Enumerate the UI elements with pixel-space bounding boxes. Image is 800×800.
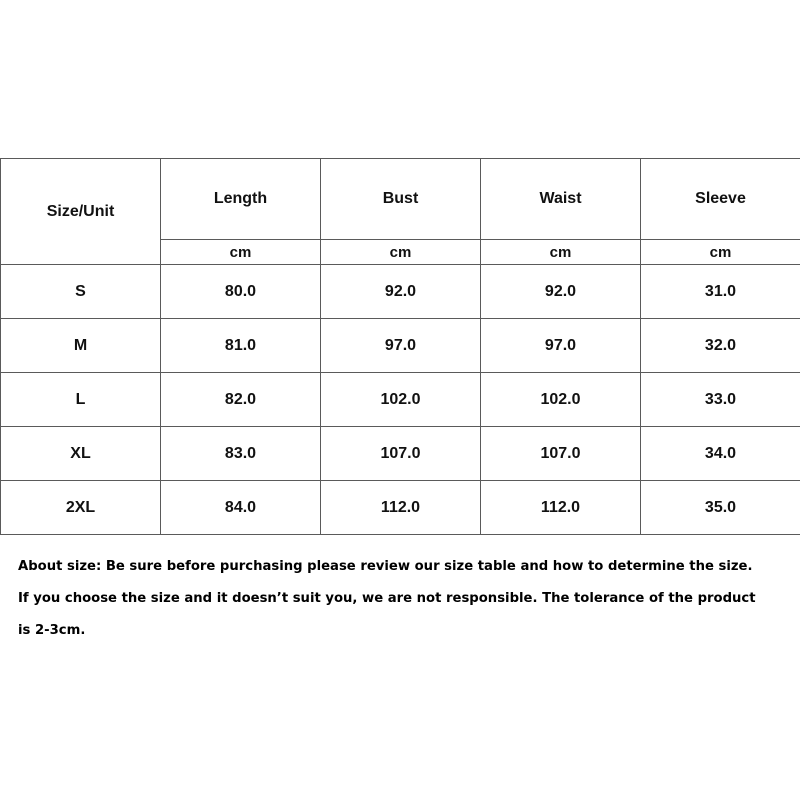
size-label: S xyxy=(1,265,161,319)
note-line: is 2-3cm. xyxy=(18,623,86,638)
column-header-length: Length xyxy=(161,159,321,240)
waist-value: 107.0 xyxy=(481,427,641,481)
waist-value: 97.0 xyxy=(481,319,641,373)
size-label: M xyxy=(1,319,161,373)
waist-value: 112.0 xyxy=(481,481,641,535)
sleeve-value: 35.0 xyxy=(641,481,800,535)
sleeve-value: 31.0 xyxy=(641,265,800,319)
bust-value: 97.0 xyxy=(321,319,481,373)
bust-value: 107.0 xyxy=(321,427,481,481)
waist-value: 92.0 xyxy=(481,265,641,319)
length-value: 84.0 xyxy=(161,481,321,535)
note-line: About size: Be sure before purchasing please review our size table and how to determine the size. xyxy=(18,559,753,574)
bust-value: 92.0 xyxy=(321,265,481,319)
bust-value: 102.0 xyxy=(321,373,481,427)
length-value: 81.0 xyxy=(161,319,321,373)
sleeve-value: 32.0 xyxy=(641,319,800,373)
size-chart-table xyxy=(0,158,800,535)
table-header-row xyxy=(1,159,800,240)
table-row xyxy=(1,319,800,373)
length-value: 80.0 xyxy=(161,265,321,319)
unit-label-length: cm xyxy=(161,240,321,265)
column-header-bust: Bust xyxy=(321,159,481,240)
size-label: L xyxy=(1,373,161,427)
length-value: 82.0 xyxy=(161,373,321,427)
column-header-sleeve: Sleeve xyxy=(641,159,800,240)
table-row xyxy=(1,481,800,535)
unit-label-bust: cm xyxy=(321,240,481,265)
note-line: If you choose the size and it doesn’t suit you, we are not responsible. The tolerance of the product xyxy=(18,591,756,606)
size-label: 2XL xyxy=(1,481,161,535)
size-unit-header: Size/Unit xyxy=(1,159,161,265)
table-row xyxy=(1,265,800,319)
column-header-waist: Waist xyxy=(481,159,641,240)
bust-value: 112.0 xyxy=(321,481,481,535)
sleeve-value: 33.0 xyxy=(641,373,800,427)
table-row xyxy=(1,427,800,481)
unit-label-waist: cm xyxy=(481,240,641,265)
sleeve-value: 34.0 xyxy=(641,427,800,481)
length-value: 83.0 xyxy=(161,427,321,481)
size-disclaimer-note xyxy=(18,543,788,655)
unit-label-sleeve: cm xyxy=(641,240,800,265)
table-row xyxy=(1,373,800,427)
waist-value: 102.0 xyxy=(481,373,641,427)
size-label: XL xyxy=(1,427,161,481)
